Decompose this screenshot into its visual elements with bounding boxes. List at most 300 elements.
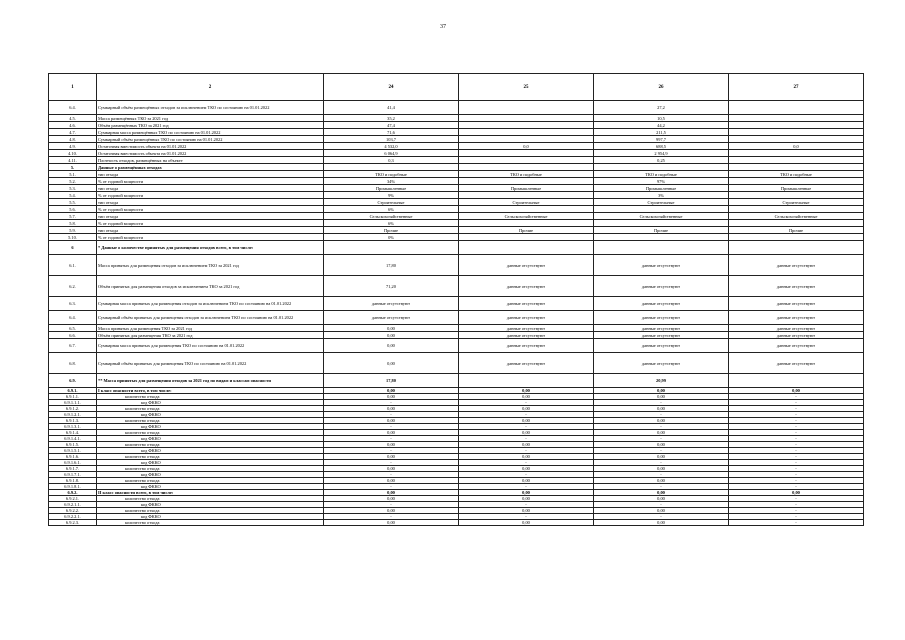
value-cell: -: [729, 502, 864, 508]
value-cell: 97%: [594, 178, 729, 185]
value-cell: 17,80: [324, 255, 459, 276]
row-description: % от годовой мощности: [97, 192, 324, 199]
value-cell: 9%: [324, 192, 459, 199]
table-row: [49, 199, 864, 206]
row-description: Масса размещённых ТКО за 2021 год: [97, 115, 324, 122]
value-cell: -: [594, 472, 729, 478]
header-cell: 24: [324, 74, 459, 101]
value-cell: [459, 115, 594, 122]
table-row: [49, 129, 864, 136]
header-cell: 25: [459, 74, 594, 101]
value-cell: данные отсутствуют: [729, 255, 864, 276]
page-number: 37: [440, 24, 446, 30]
table-row: [49, 325, 864, 332]
value-cell: -: [459, 472, 594, 478]
table-row: [49, 220, 864, 227]
row-number: 6.2.: [49, 276, 97, 297]
row-number: 6.9.1.5.: [49, 442, 97, 448]
value-cell: -: [594, 484, 729, 490]
value-cell: Сельскохозяйственные: [729, 213, 864, 220]
value-cell: -: [459, 412, 594, 418]
value-cell: 0,00: [459, 394, 594, 400]
row-number: 6.6.: [49, 332, 97, 339]
value-cell: [459, 150, 594, 157]
row-description: Плотность отходов, размещённых на объекте: [97, 157, 324, 164]
value-cell: 0,00: [594, 466, 729, 472]
value-cell: -: [729, 466, 864, 472]
value-cell: данные отсутствуют: [594, 325, 729, 332]
row-description: Данные о размещённых отходах: [97, 164, 324, 171]
value-cell: [594, 220, 729, 227]
value-cell: 0,00: [594, 496, 729, 502]
row-number: 6.9.1.7.: [49, 466, 97, 472]
value-cell: 0,00: [459, 508, 594, 514]
row-description: Остаточная вместимость объекта на 01.01.2022: [97, 143, 324, 150]
value-cell: ТКО и подобные: [459, 171, 594, 178]
row-number: 6.9.1.3.: [49, 418, 97, 424]
value-cell: 0,00: [324, 394, 459, 400]
value-cell: -: [594, 514, 729, 520]
row-description: количество отхода: [97, 430, 324, 436]
value-cell: данные отсутствуют: [594, 255, 729, 276]
value-cell: Строительные: [729, 199, 864, 206]
value-cell: -: [324, 472, 459, 478]
value-cell: [729, 122, 864, 129]
value-cell: Сельскохозяйственные: [459, 213, 594, 220]
header-cell: 27: [729, 74, 864, 101]
row-description: % от годовой мощности: [97, 220, 324, 227]
table-row: [49, 213, 864, 220]
value-cell: -: [729, 460, 864, 466]
table-row: [49, 171, 864, 178]
value-cell: 0,00: [594, 418, 729, 424]
row-number: 5.7.: [49, 213, 97, 220]
value-cell: -: [729, 412, 864, 418]
value-cell: -: [729, 514, 864, 520]
value-cell: 0,00: [324, 454, 459, 460]
value-cell: Прочие: [324, 227, 459, 234]
row-description: тип отхода: [97, 213, 324, 220]
value-cell: 27,2: [594, 101, 729, 115]
value-cell: 103,7: [324, 136, 459, 143]
value-cell: [324, 164, 459, 171]
value-cell: -: [459, 514, 594, 520]
value-cell: Строительные: [459, 199, 594, 206]
value-cell: 0,0: [729, 143, 864, 150]
value-cell: 0,00: [324, 388, 459, 394]
row-description: Суммарный объём размещённых ТКО по состоянию на 01.01.2022: [97, 136, 324, 143]
value-cell: -: [459, 484, 594, 490]
value-cell: 0,00: [459, 454, 594, 460]
value-cell: -: [324, 436, 459, 442]
table-row: [49, 206, 864, 213]
row-description: количество отхода: [97, 454, 324, 460]
table-row: [49, 241, 864, 255]
row-number: 4.5.: [49, 115, 97, 122]
value-cell: 0,00: [324, 353, 459, 374]
value-cell: [459, 129, 594, 136]
row-description: I класс опасности всего, в том числе:: [97, 388, 324, 394]
table-row: [49, 297, 864, 311]
value-cell: -: [729, 406, 864, 412]
row-number: 6.9.1.5.1.: [49, 448, 97, 454]
table-row: [49, 332, 864, 339]
value-cell: 0,00: [459, 430, 594, 436]
value-cell: [729, 150, 864, 157]
table-row: [49, 311, 864, 325]
value-cell: 0,00: [459, 478, 594, 484]
value-cell: [459, 164, 594, 171]
value-cell: 0,00: [459, 418, 594, 424]
value-cell: данные отсутствуют: [729, 353, 864, 374]
value-cell: -: [594, 400, 729, 406]
value-cell: Прочие: [729, 227, 864, 234]
value-cell: данные отсутствуют: [594, 353, 729, 374]
row-description: * Данные о количестве принятых для размещения отходов всего, в том числе:: [97, 241, 324, 255]
value-cell: [729, 206, 864, 213]
row-description: код ФККО: [97, 424, 324, 430]
table-row: [49, 374, 864, 388]
row-number: 6.8.: [49, 353, 97, 374]
table-row: [49, 520, 864, 526]
row-number: 6.4.: [49, 101, 97, 115]
row-description: % от годовой мощности: [97, 178, 324, 185]
row-number: 6.9.1.8.1.: [49, 484, 97, 490]
row-description: код ФККО: [97, 400, 324, 406]
value-cell: -: [729, 424, 864, 430]
value-cell: 211,5: [594, 129, 729, 136]
row-description: тип отхода: [97, 185, 324, 192]
row-description: Масса принятых для размещения отходов за исключением ТКО за 2021 год: [97, 255, 324, 276]
value-cell: 0,00: [324, 496, 459, 502]
row-description: количество отхода: [97, 418, 324, 424]
value-cell: 0,00: [459, 406, 594, 412]
value-cell: 0,00: [324, 332, 459, 339]
value-cell: 0,00: [594, 388, 729, 394]
value-cell: [459, 374, 594, 388]
value-cell: ТКО и подобные: [729, 171, 864, 178]
row-description: Объём размещённых ТКО за 2021 год: [97, 122, 324, 129]
header-cell: 2: [97, 74, 324, 101]
row-number: 5.: [49, 164, 97, 171]
row-number: 5.9.: [49, 227, 97, 234]
row-number: 6.4.: [49, 311, 97, 325]
row-description: код ФККО: [97, 436, 324, 442]
row-number: 6.9.1.8.: [49, 478, 97, 484]
table-row: [49, 101, 864, 115]
value-cell: данные отсутствуют: [594, 339, 729, 353]
row-description: код ФККО: [97, 514, 324, 520]
value-cell: данные отсутствуют: [594, 332, 729, 339]
row-description: Остаточная вместимость объекта на 01.01.2022: [97, 150, 324, 157]
row-number: 6.9.2.1.: [49, 496, 97, 502]
value-cell: 0,00: [594, 394, 729, 400]
table-row: [49, 234, 864, 241]
value-cell: -: [729, 520, 864, 526]
value-cell: -: [324, 412, 459, 418]
value-cell: [459, 220, 594, 227]
value-cell: -: [729, 430, 864, 436]
value-cell: Сельскохозяйственные: [324, 213, 459, 220]
value-cell: 0,00: [324, 478, 459, 484]
value-cell: данные отсутствуют: [729, 311, 864, 325]
value-cell: данные отсутствуют: [594, 276, 729, 297]
value-cell: данные отсутствуют: [729, 332, 864, 339]
row-number: 4.7.: [49, 129, 97, 136]
value-cell: [594, 234, 729, 241]
value-cell: 0,00: [729, 490, 864, 496]
value-cell: 0,00: [324, 466, 459, 472]
value-cell: 10,5: [594, 115, 729, 122]
value-cell: данные отсутствуют: [459, 276, 594, 297]
row-number: 6.9.1.1.: [49, 394, 97, 400]
value-cell: данные отсутствуют: [594, 297, 729, 311]
value-cell: -: [729, 400, 864, 406]
row-number: 6.9.1.3.1.: [49, 424, 97, 430]
value-cell: -: [324, 484, 459, 490]
value-cell: 0,00: [594, 430, 729, 436]
row-number: 6.1.: [49, 255, 97, 276]
value-cell: данные отсутствуют: [729, 276, 864, 297]
value-cell: 0,00: [459, 466, 594, 472]
value-cell: 0,00: [594, 490, 729, 496]
row-description: количество отхода: [97, 478, 324, 484]
value-cell: Прочие: [459, 227, 594, 234]
row-number: 5.2.: [49, 178, 97, 185]
value-cell: 47,4: [324, 122, 459, 129]
row-number: 6.7.: [49, 339, 97, 353]
row-description: II класс опасности всего, в том числе:: [97, 490, 324, 496]
row-number: 6.9.2.: [49, 490, 97, 496]
table-row: [49, 255, 864, 276]
row-description: тип отхода: [97, 171, 324, 178]
value-cell: 0,00: [324, 418, 459, 424]
value-cell: -: [594, 460, 729, 466]
value-cell: -: [594, 424, 729, 430]
row-number: 6.9.1.2.: [49, 406, 97, 412]
value-cell: -: [459, 448, 594, 454]
value-cell: -: [324, 502, 459, 508]
value-cell: данные отсутствуют: [459, 325, 594, 332]
value-cell: 0,00: [324, 490, 459, 496]
row-number: 6.9.2.2.: [49, 508, 97, 514]
value-cell: данные отсутствуют: [729, 325, 864, 332]
value-cell: [459, 241, 594, 255]
value-cell: -: [459, 424, 594, 430]
table-row: [49, 339, 864, 353]
row-number: 4.8.: [49, 136, 97, 143]
value-cell: 0,00: [459, 490, 594, 496]
value-cell: данные отсутствуют: [594, 311, 729, 325]
value-cell: -: [594, 412, 729, 418]
value-cell: 6%: [324, 220, 459, 227]
header-cell: 1: [49, 74, 97, 101]
value-cell: [729, 101, 864, 115]
value-cell: 3%: [594, 192, 729, 199]
row-description: % от годовой мощности: [97, 234, 324, 241]
table-row: [49, 115, 864, 122]
row-number: 4.6.: [49, 122, 97, 129]
value-cell: 0,00: [594, 406, 729, 412]
row-number: 4.11.: [49, 157, 97, 164]
row-number: 6.9.2.3.: [49, 520, 97, 526]
value-cell: Промышленные: [729, 185, 864, 192]
table-row: [49, 185, 864, 192]
value-cell: -: [729, 442, 864, 448]
row-description: количество отхода: [97, 508, 324, 514]
row-number: 6.9.1.1.1.: [49, 400, 97, 406]
row-number: 5.1.: [49, 171, 97, 178]
value-cell: [729, 192, 864, 199]
value-cell: 0,00: [594, 478, 729, 484]
value-cell: Промышленные: [459, 185, 594, 192]
value-cell: 0,00: [324, 406, 459, 412]
value-cell: Сельскохозяйственные: [594, 213, 729, 220]
value-cell: 0,00: [324, 442, 459, 448]
row-description: Масса принятых для размещения ТКО за 2021 год: [97, 325, 324, 332]
table-row: [49, 227, 864, 234]
value-cell: -: [324, 514, 459, 520]
row-number: 6.5.: [49, 325, 97, 332]
value-cell: 4 532,0: [324, 143, 459, 150]
value-cell: [459, 101, 594, 115]
value-cell: 0,00: [459, 388, 594, 394]
table-row: [49, 157, 864, 164]
row-description: Суммарный объём принятых для размещения ТКО по состоянию на 01.01.2022: [97, 353, 324, 374]
value-cell: [459, 178, 594, 185]
value-cell: [729, 115, 864, 122]
data-table: [48, 73, 864, 526]
value-cell: 0,00: [324, 339, 459, 353]
value-cell: [459, 122, 594, 129]
value-cell: 0,00: [729, 388, 864, 394]
value-cell: 688,5: [594, 143, 729, 150]
row-description: код ФККО: [97, 448, 324, 454]
row-number: 5.3.: [49, 185, 97, 192]
value-cell: 17,80: [324, 374, 459, 388]
value-cell: ТКО и подобные: [324, 171, 459, 178]
value-cell: Прочие: [594, 227, 729, 234]
row-number: 4.9.: [49, 143, 97, 150]
value-cell: 0,00: [324, 520, 459, 526]
value-cell: [729, 129, 864, 136]
row-description: Суммарный объём принятых для размещения отходов за исключением ТКО по состоянию на 01.01.2022: [97, 311, 324, 325]
value-cell: [459, 192, 594, 199]
value-cell: [729, 241, 864, 255]
value-cell: [459, 234, 594, 241]
value-cell: 0,3: [324, 157, 459, 164]
row-number: 6.9.1.2.1.: [49, 412, 97, 418]
header-cell: 26: [594, 74, 729, 101]
row-description: Суммарный объём размещённых отходов за исключением ТКО по состоянию на 01.01.2022: [97, 101, 324, 115]
value-cell: 0,00: [324, 508, 459, 514]
row-number: 4.10.: [49, 150, 97, 157]
value-cell: ТКО и подобные: [594, 171, 729, 178]
value-cell: -: [459, 400, 594, 406]
value-cell: данные отсутствуют: [459, 332, 594, 339]
row-description: ** Масса принятых для размещения отходов за 2021 год по видам и классам опасности: [97, 374, 324, 388]
row-description: Суммарная масса принятых для размещения ТКО по состоянию на 01.01.2022: [97, 339, 324, 353]
value-cell: 34%: [324, 178, 459, 185]
row-description: тип отхода: [97, 227, 324, 234]
row-number: 6.9.1.: [49, 388, 97, 394]
value-cell: -: [324, 400, 459, 406]
row-description: Суммарная масса принятых для размещения отходов за исключением ТКО по состоянию на 01.01.2022: [97, 297, 324, 311]
value-cell: -: [324, 448, 459, 454]
value-cell: [594, 164, 729, 171]
value-cell: Промышленные: [594, 185, 729, 192]
row-description: Суммарная масса размещённых ТКО по состоянию на 01.01.2022: [97, 129, 324, 136]
value-cell: -: [729, 478, 864, 484]
value-cell: данные отсутствуют: [459, 339, 594, 353]
value-cell: [729, 157, 864, 164]
value-cell: -: [459, 436, 594, 442]
value-cell: данные отсутствуют: [459, 311, 594, 325]
row-description: количество отхода: [97, 406, 324, 412]
value-cell: 0,25: [594, 157, 729, 164]
row-number: 6.9.1.7.1.: [49, 472, 97, 478]
value-cell: 71,6: [324, 129, 459, 136]
value-cell: -: [324, 460, 459, 466]
value-cell: [324, 241, 459, 255]
value-cell: данные отсутствуют: [324, 297, 459, 311]
value-cell: -: [324, 424, 459, 430]
table-row: [49, 192, 864, 199]
table-row: [49, 136, 864, 143]
value-cell: Строительные: [594, 199, 729, 206]
value-cell: 0,00: [324, 430, 459, 436]
value-cell: -: [729, 448, 864, 454]
value-cell: -: [729, 484, 864, 490]
header-row: [49, 74, 864, 101]
value-cell: 71,20: [324, 276, 459, 297]
table-row: [49, 178, 864, 185]
value-cell: [459, 136, 594, 143]
value-cell: данные отсутствуют: [459, 255, 594, 276]
row-number: 6.9.2.1.1.: [49, 502, 97, 508]
value-cell: Промышленные: [324, 185, 459, 192]
value-cell: 0%: [324, 234, 459, 241]
table-row: [49, 150, 864, 157]
value-cell: данные отсутствуют: [729, 339, 864, 353]
value-cell: 0,00: [459, 442, 594, 448]
row-description: количество отхода: [97, 496, 324, 502]
table-row: [49, 122, 864, 129]
value-cell: -: [729, 508, 864, 514]
table-row: [49, 164, 864, 171]
value-cell: Строительные: [324, 199, 459, 206]
value-cell: 2 954,9: [594, 150, 729, 157]
row-number: 5.8.: [49, 220, 97, 227]
value-cell: [729, 220, 864, 227]
row-description: Объём принятых для размещения ТКО за 2021 год: [97, 332, 324, 339]
value-cell: [729, 374, 864, 388]
row-description: количество отхода: [97, 394, 324, 400]
row-description: количество отхода: [97, 442, 324, 448]
value-cell: -: [594, 502, 729, 508]
row-number: 6.9.1.6.1.: [49, 460, 97, 466]
value-cell: 20,99: [594, 374, 729, 388]
value-cell: -: [729, 394, 864, 400]
value-cell: 41,4: [324, 101, 459, 115]
table-row: [49, 276, 864, 297]
value-cell: -: [594, 448, 729, 454]
value-cell: 0,00: [594, 454, 729, 460]
value-cell: 0,00: [594, 508, 729, 514]
value-cell: 0,0: [459, 143, 594, 150]
row-number: 6.9.1.6.: [49, 454, 97, 460]
value-cell: 0,00: [594, 520, 729, 526]
